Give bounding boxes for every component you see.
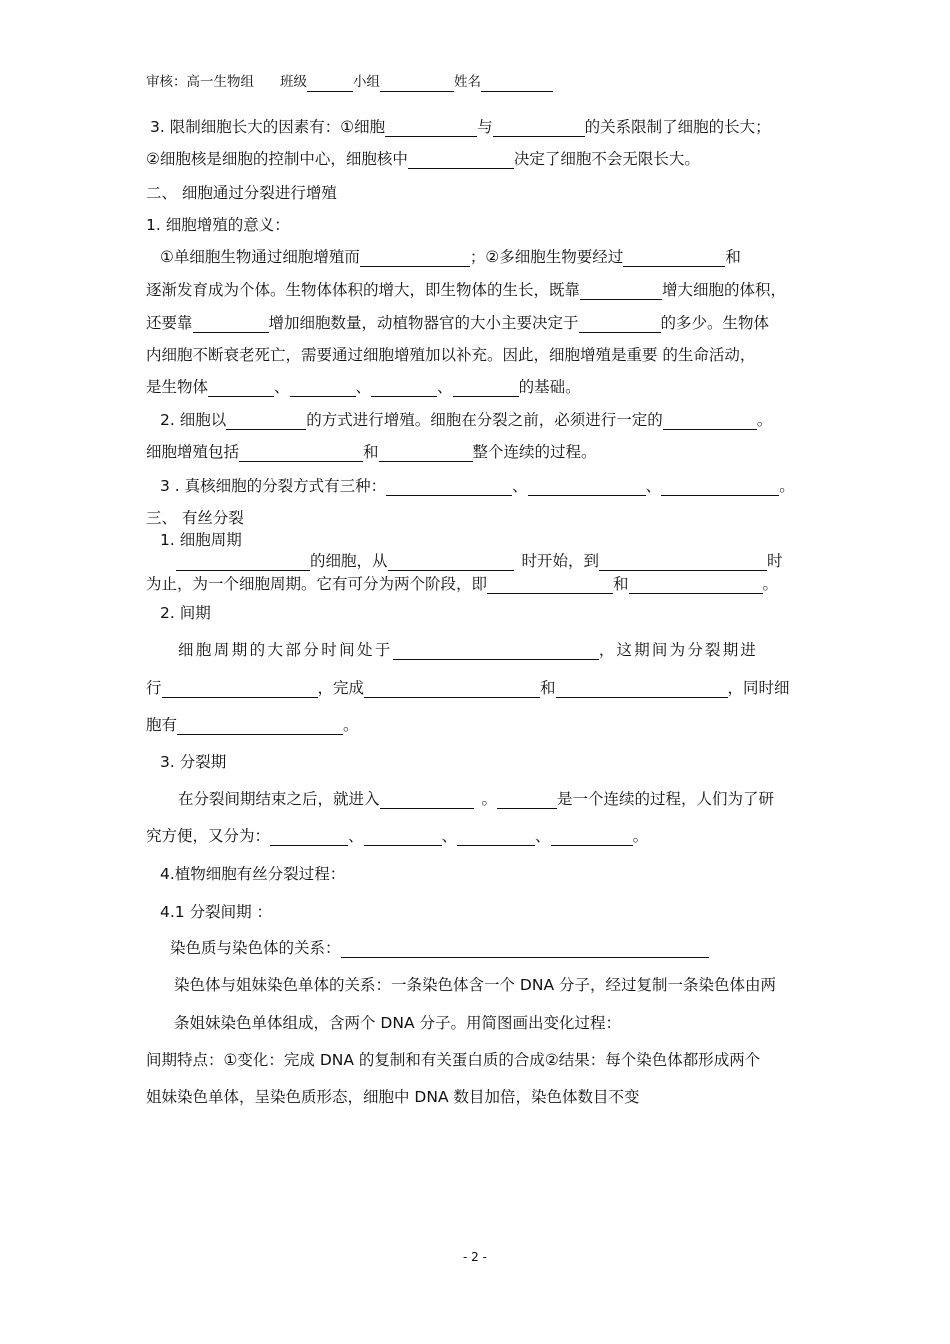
answer-blank[interactable] — [388, 553, 514, 571]
separator: 、 — [348, 827, 364, 845]
subsection-heading: 3. 分裂期 — [160, 753, 227, 771]
text-line — [146, 313, 769, 333]
answer-blank[interactable] — [385, 119, 477, 137]
line-text: 的多少。生物体 — [660, 314, 770, 332]
answer-blank[interactable] — [162, 680, 318, 698]
line-text: 。 — [343, 716, 359, 734]
answer-blank[interactable] — [599, 553, 767, 571]
answer-blank[interactable] — [393, 642, 599, 660]
answer-blank[interactable] — [487, 576, 613, 594]
answer-blank[interactable] — [176, 553, 310, 571]
answer-blank[interactable] — [379, 444, 473, 462]
text-line — [170, 938, 709, 958]
group-blank[interactable] — [380, 76, 454, 92]
section-heading: 三、 有丝分裂 — [146, 509, 244, 527]
answer-blank[interactable] — [580, 282, 662, 300]
text-line — [146, 574, 778, 594]
header-line — [146, 72, 553, 92]
line-text: 决定了细胞不会无限长大。 — [513, 150, 700, 168]
text-line: 染色体与姐妹染色单体的关系：一条染色体含一个 DNA 分子，经过复制一条染色体由两 — [174, 976, 776, 994]
answer-blank[interactable] — [386, 478, 512, 496]
reviewer-label: 审核：高一生物组 — [146, 74, 254, 90]
text-line — [146, 678, 790, 698]
answer-blank[interactable] — [371, 379, 437, 397]
answer-blank[interactable] — [193, 315, 269, 333]
line-text: 整个连续的过程。 — [472, 443, 597, 461]
text-line — [146, 149, 700, 169]
name-label: 姓名 — [454, 74, 481, 90]
page-number: - 2 - — [463, 1250, 487, 1264]
answer-blank[interactable] — [364, 680, 540, 698]
answer-blank[interactable] — [208, 379, 274, 397]
line-text: 行 — [146, 679, 162, 697]
separator: 、 — [355, 378, 372, 396]
line-text: 与 — [477, 118, 493, 136]
separator: 、 — [535, 827, 551, 845]
text-line — [160, 476, 795, 496]
separator: 、 — [512, 477, 528, 495]
line-text: ；②多细胞生物要经过 — [469, 248, 624, 266]
answer-blank[interactable] — [528, 478, 646, 496]
line-text: 和 — [540, 679, 556, 697]
text-line: 内细胞不断衰老死亡，需要通过细胞增殖加以补充。因此，细胞增殖是重要 的生命活动， — [146, 346, 756, 364]
answer-blank[interactable] — [457, 828, 535, 846]
separator: 、 — [645, 477, 662, 495]
answer-blank[interactable] — [341, 940, 709, 958]
line-text: ①单细胞生物通过细胞增殖而 — [160, 248, 360, 266]
line-text: 在分裂间期结束之后，就进入 — [178, 790, 380, 808]
line-text: 的基础。 — [518, 378, 581, 396]
answer-blank[interactable] — [579, 315, 661, 333]
line-text: 染色质与染色体的关系： — [170, 939, 341, 957]
line-text: 增大细胞的体积， — [662, 281, 787, 299]
text-line: 条姐妹染色单体组成，含两个 DNA 分子。用简图画出变化过程： — [174, 1014, 621, 1032]
line-text: ②细胞核是细胞的控制中心，细胞核中 — [146, 150, 408, 168]
answer-blank[interactable] — [226, 412, 306, 430]
text-line — [160, 247, 741, 267]
line-text: 是一个连续的过程，人们为了研 — [557, 790, 775, 808]
answer-blank[interactable] — [239, 444, 363, 462]
separator: 、 — [441, 827, 458, 845]
line-text: 2. 细胞以 — [160, 411, 227, 429]
answer-blank[interactable] — [380, 791, 474, 809]
text-line: 姐妹染色单体，呈染色质形态，细胞中 DNA 数目加倍，染色体数目不变 — [146, 1088, 640, 1106]
line-text: 细胞周期的大部分时间处于 — [178, 641, 393, 659]
text-line — [146, 715, 359, 735]
answer-blank[interactable] — [364, 828, 442, 846]
line-text: 胞有 — [146, 716, 178, 734]
line-text: 3. 限制细胞长大的因素有：①细胞 — [150, 118, 386, 136]
text-line — [178, 640, 758, 660]
line-text: 。 — [756, 411, 773, 429]
subsection-heading: 2. 间期 — [160, 604, 211, 622]
text-line — [146, 377, 581, 397]
text-line — [176, 551, 783, 571]
answer-blank[interactable] — [556, 680, 728, 698]
line-text: 的关系限制了细胞的长大； — [584, 118, 771, 136]
text-line — [146, 442, 597, 462]
answer-blank[interactable] — [290, 379, 356, 397]
text-line — [160, 410, 772, 430]
subsection-heading: 1. 细胞周期 — [160, 531, 242, 549]
line-text: 还要靠 — [146, 314, 193, 332]
answer-blank[interactable] — [663, 412, 757, 430]
answer-blank[interactable] — [551, 828, 633, 846]
text-line — [150, 117, 771, 137]
answer-blank[interactable] — [270, 828, 348, 846]
line-text: 的方式进行增殖。细胞在分裂之前，必须进行一定的 — [306, 411, 663, 429]
answer-blank[interactable] — [408, 151, 514, 169]
line-text: 是生物体 — [146, 378, 209, 396]
section-heading: 二、 细胞通过分裂进行增殖 — [146, 184, 337, 202]
line-text: 细胞增殖包括 — [146, 443, 240, 461]
line-text: 。 — [632, 827, 649, 845]
subsection-heading: 1. 细胞增殖的意义： — [146, 216, 290, 234]
group-label: 小组 — [353, 74, 380, 90]
line-text: 和 — [613, 575, 629, 593]
text-line: 间期特点：①变化：完成 DNA 的复制和有关蛋白质的合成②结果：每个染色体都形成两个 — [146, 1051, 761, 1069]
subsection-heading: 4.1 分裂间期 ： — [160, 903, 273, 921]
separator: 、 — [437, 378, 453, 396]
line-text: 究方便，又分为： — [146, 827, 271, 845]
line-text: 为止，为一个细胞周期。它有可分为两个阶段，即 — [146, 575, 488, 593]
name-blank[interactable] — [481, 76, 553, 92]
line-text: 。 — [481, 790, 498, 808]
line-text: 和 — [363, 443, 379, 461]
line-text: ，同时细 — [727, 679, 790, 697]
answer-blank[interactable] — [623, 249, 725, 267]
class-blank[interactable] — [307, 76, 353, 92]
line-text: 的细胞，从 — [310, 552, 388, 570]
text-line — [178, 789, 774, 809]
answer-blank[interactable] — [177, 717, 343, 735]
line-text: 增加细胞数量，动植物器官的大小主要决定于 — [268, 314, 579, 332]
text-line — [146, 826, 648, 846]
subsection-heading: 4.植物细胞有丝分裂过程： — [160, 865, 346, 883]
line-text: ，这期间为分裂期进 — [598, 641, 759, 659]
line-text: ，完成 — [317, 679, 365, 697]
text-line — [146, 280, 786, 300]
answer-blank[interactable] — [629, 576, 763, 594]
line-text: 时 — [767, 552, 783, 570]
answer-blank[interactable] — [493, 119, 585, 137]
line-text: 。 — [779, 477, 795, 495]
line-text: 3 . 真核细胞的分裂方式有三种： — [160, 477, 387, 495]
answer-blank[interactable] — [360, 249, 470, 267]
line-text: 。 — [762, 575, 779, 593]
separator: 、 — [274, 378, 290, 396]
class-label: 班级 — [280, 74, 307, 90]
line-text: 逐渐发育成为个体。生物体体积的增大，即生物体的生长，既靠 — [146, 281, 581, 299]
line-text: 和 — [725, 248, 741, 266]
answer-blank[interactable] — [497, 791, 557, 809]
answer-blank[interactable] — [661, 478, 779, 496]
answer-blank[interactable] — [453, 379, 519, 397]
line-text: 时开始，到 — [521, 552, 600, 570]
